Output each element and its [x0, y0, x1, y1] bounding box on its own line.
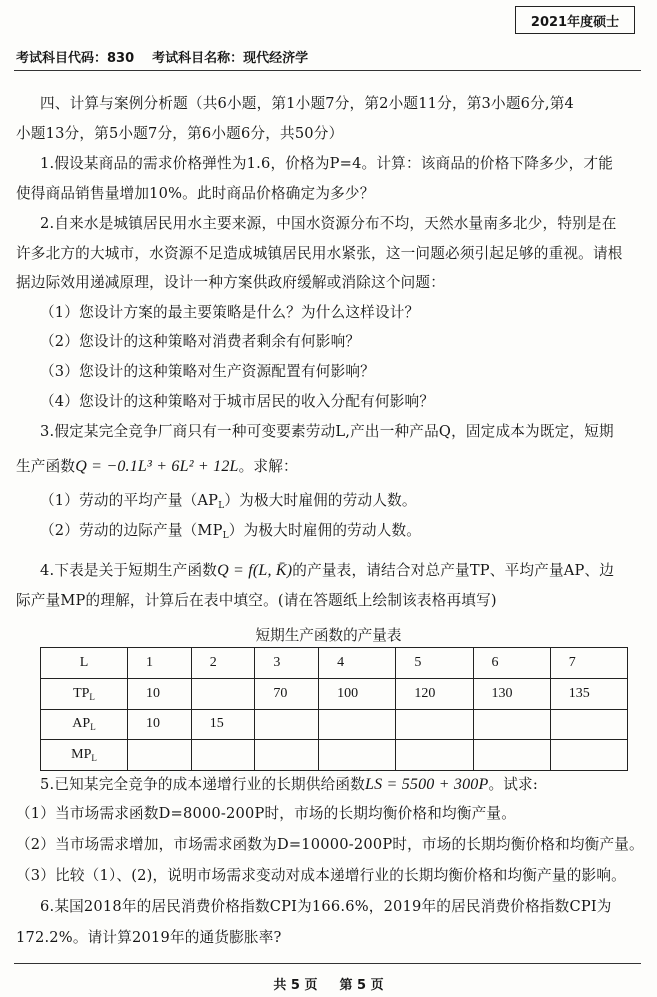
row-label-tp: $TP_L$ — [41, 678, 128, 709]
q2-text: 2.自来水是城镇居民用水主要来源，中国水资源分布不均，天然水量南多北少，特别是在 — [40, 215, 617, 232]
table-header-cell: 3 — [255, 648, 319, 679]
footer-rule — [14, 963, 641, 964]
table-header-cell: 1 — [128, 648, 192, 679]
table-cell — [473, 740, 550, 771]
short-run-production-formula: Q = f(L, K̄) — [217, 562, 293, 579]
q2-text-cont: 许多北方的大城市，水资源不足造成城镇居民用水紧张，这一问题必须引起足够的重视。请根 — [16, 245, 623, 262]
page-footer — [0, 974, 657, 993]
subject-name: 考试科目名称：现代经济学 — [152, 51, 309, 66]
q4-text: 4.下表是关于短期生产函数Q = f(L, K̄)的产量表，请结合对总产量TP、平均产量AP、边 — [40, 562, 615, 579]
table-cell: 70 — [255, 678, 319, 709]
q6-text-cont: 172.2%。请计算2019年的通货膨胀率? — [16, 929, 282, 946]
table-cell: 15 — [191, 709, 255, 740]
table-header-cell: 4 — [319, 648, 396, 679]
table-cell: 135 — [550, 678, 627, 709]
section-title: 四、计算与案例分析题（共6小题，第1小题7分，第2小题11分，第3小题6分,第4 — [40, 95, 575, 112]
q5-sub2: （2）当市场需求增加，市场需求函数为D=10000-200P时，市场的长期均衡价格和均衡产量。 — [16, 836, 644, 853]
table-cell — [255, 740, 319, 771]
production-function-formula: Q = −0.1L³ + 6L² + 12L — [75, 458, 239, 475]
current-page: 第 5 页 — [339, 978, 384, 993]
exam-year-badge: 2021年度硕士 — [515, 6, 635, 34]
q2-text-cont2: 据边际效用递减原理，设计一种方案供政府缓解或消除这个问题： — [16, 274, 446, 291]
table-cell — [191, 678, 255, 709]
table-cell — [550, 709, 627, 740]
q3-sub1: （1）劳动的平均产量$(AP_L)$为极大时雇佣的劳动人数。 — [40, 492, 417, 511]
q2-sub4: （4）您设计的这种策略对于城市居民的收入分配有何影响？ — [40, 393, 435, 410]
q5-text: 5.已知某完全竞争的成本递增行业的长期供给函数LS = 5500 + 300P。试求: — [40, 776, 538, 793]
table-header-cell: 2 — [191, 648, 255, 679]
production-table — [40, 647, 628, 771]
page-header — [16, 47, 308, 66]
table-cell — [319, 740, 396, 771]
q6-text: 6.某国2018年的居民消费价格指数CPI为166.6%，2019年的居民消费价格指数CPI为 — [40, 898, 612, 915]
supply-function-formula: LS = 5500 + 300P — [365, 776, 489, 793]
table-cell: 10 — [128, 678, 192, 709]
table-cell: 130 — [473, 678, 550, 709]
table-header-row — [41, 648, 628, 679]
table-cell — [550, 740, 627, 771]
table-header-cell: L — [41, 648, 128, 679]
q3-sub2: （2）劳动的边际产量$(MP_L)$为极大时雇佣的劳动人数。 — [40, 522, 422, 541]
subject-code: 考试科目代码：830 — [16, 51, 135, 66]
q2-sub2: （2）您设计的这种策略对消费者剩余有何影响？ — [40, 333, 361, 350]
q2-sub3: （3）您设计的这种策略对生产资源配置有何影响？ — [40, 363, 375, 380]
table-cell: 120 — [396, 678, 473, 709]
q3-text-cont: 生产函数Q = −0.1L³ + 6L² + 12L。求解： — [16, 458, 298, 475]
table-row-tp — [41, 678, 628, 709]
row-label-mp: $MP_L$ — [41, 740, 128, 771]
q1-text-cont: 使得商品销售量增加10%。此时商品价格确定为多少？ — [16, 185, 375, 202]
q5-sub3: （3）比较（1）、(2)，说明市场需求变动对成本递增行业的长期均衡价格和均衡产量的影响。 — [16, 867, 626, 884]
table-cell: 100 — [319, 678, 396, 709]
q1-text: 1.假设某商品的需求价格弹性为1.6，价格为P=4。计算：该商品的价格下降多少，才能 — [40, 155, 614, 172]
table-cell — [319, 709, 396, 740]
q5-sub1: （1）当市场需求函数D=8000-200P时，市场的长期均衡价格和均衡产量。 — [16, 805, 516, 822]
table-header-cell: 6 — [473, 648, 550, 679]
q4-text-cont: 际产量MP的理解，计算后在表中填空。(请在答题纸上绘制该表格再填写) — [16, 592, 497, 609]
header-rule — [14, 70, 641, 71]
q2-sub1: （1）您设计方案的最主要策略是什么？为什么这样设计？ — [40, 304, 420, 321]
table-cell — [191, 740, 255, 771]
q3-text: 3.假定某完全竞争厂商只有一种可变要素劳动L,产出一种产品Q，固定成本为既定，短期 — [40, 423, 614, 440]
total-pages: 共 5 页 — [273, 978, 318, 993]
table-cell — [128, 740, 192, 771]
table-header-cell: 7 — [550, 648, 627, 679]
row-label-ap: $AP_L$ — [41, 709, 128, 740]
table-header-cell: 5 — [396, 648, 473, 679]
table-cell — [396, 740, 473, 771]
table-cell: 10 — [128, 709, 192, 740]
table-cell — [255, 709, 319, 740]
table-title: 短期生产函数的产量表 — [255, 627, 402, 644]
table-cell — [473, 709, 550, 740]
table-row-mp — [41, 740, 628, 771]
section-title-cont: 小题13分，第5小题7分，第6小题6分，共50分） — [16, 125, 344, 142]
table-cell — [396, 709, 473, 740]
table-row-ap — [41, 709, 628, 740]
